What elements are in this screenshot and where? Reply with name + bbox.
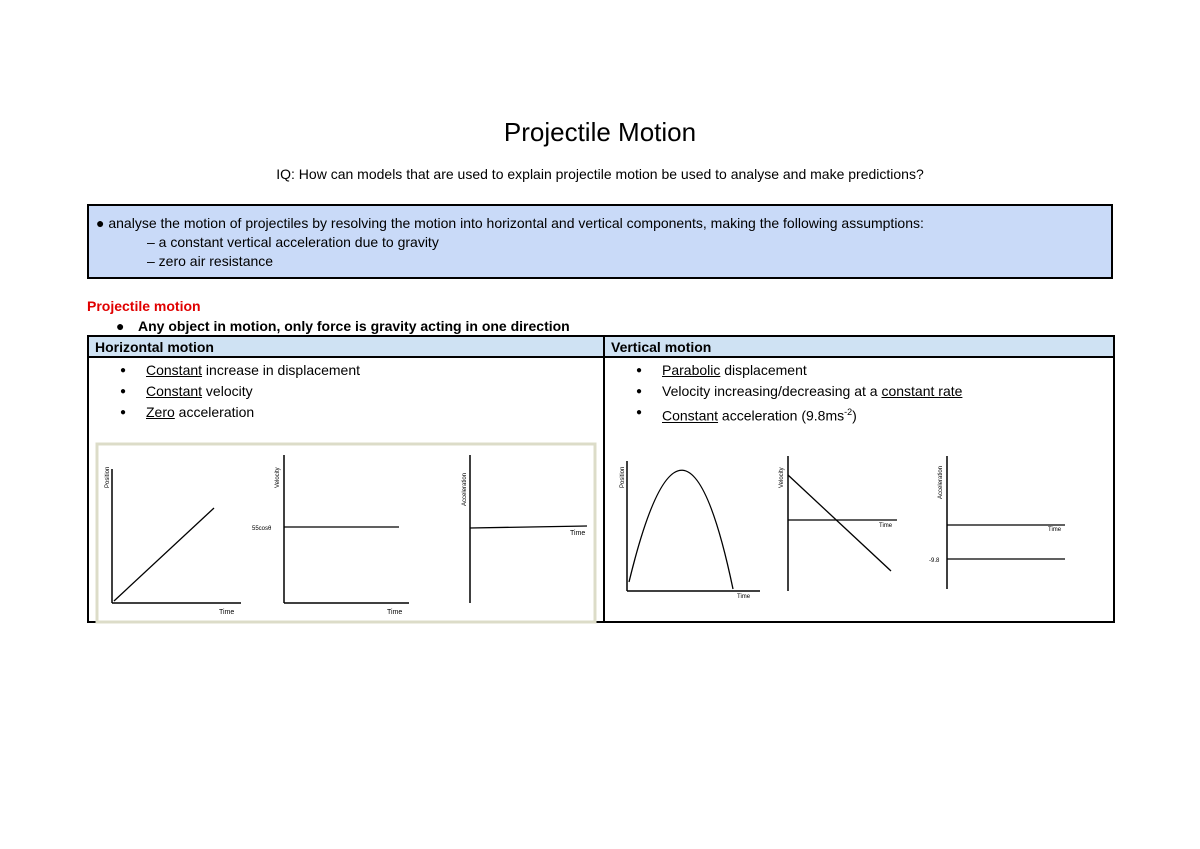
velocity-time-graph [779,456,897,591]
acceleration-ylabel: Acceleration [938,465,944,499]
acceleration-time-graph [929,456,1065,589]
velocity-value-label: 55cosθ [252,526,272,532]
outcome-assumption-2: – zero air resistance [147,253,274,269]
bullet-dot-icon: ● [116,318,125,334]
position-xlabel: Time [219,609,235,616]
section-bullet-text: Any object in motion, only force is gravity acting in one direction [138,318,570,334]
position-time-graph [620,461,760,600]
underlined-term: constant rate [881,383,963,399]
acceleration-xlabel: Time [1048,527,1062,533]
acceleration-xlabel: Time [570,530,586,537]
acceleration-value-label: -9.8 [929,558,940,564]
item-text: acceleration [174,404,255,420]
vertical-graphs [605,358,1115,644]
position-xlabel: Time [737,594,751,600]
underlined-term: Zero [146,404,175,420]
item-text: displacement [720,362,807,378]
velocity-ylabel: Velocity [275,467,281,488]
section-heading: Projectile motion [87,298,201,314]
underlined-term: Parabolic [662,362,721,378]
position-ylabel: Position [620,466,626,488]
velocity-xlabel: Time [387,609,403,616]
page-title: Projectile Motion [503,117,697,147]
item-superscript: -2 [844,407,853,417]
vertical-header: Vertical motion [604,336,1114,357]
position-ylabel: Position [105,466,111,488]
velocity-xlabel: Time [879,523,893,529]
horizontal-graphs [89,358,605,644]
horizontal-header: Horizontal motion [88,336,604,357]
item-text: acceleration (9.8ms [718,407,845,424]
graphs-panel [97,444,595,622]
underlined-term: Constant [146,362,203,378]
outcome-assumption-1: – a constant vertical acceleration due to gravity [147,234,439,250]
underlined-term: Constant [662,407,719,424]
inquiry-question: IQ: How can models that are used to explain projectile motion be used to analyse and make predictions? [276,166,924,182]
underlined-term: Constant [146,383,203,399]
item-text: increase in displacement [202,362,361,378]
velocity-ylabel: Velocity [779,467,785,488]
item-text: Velocity increasing/decreasing at a [662,383,882,399]
item-text-end: ) [852,407,857,424]
horizontal-cell [88,357,604,622]
acceleration-ylabel: Acceleration [462,472,468,506]
outcome-main: ● analyse the motion of projectiles by resolving the motion into horizontal and vertical components, making the following assumptions: [96,215,924,231]
item-text: velocity [202,383,253,399]
motion-table [87,335,1115,623]
vertical-cell [604,357,1114,622]
syllabus-outcome-box [87,204,1113,279]
